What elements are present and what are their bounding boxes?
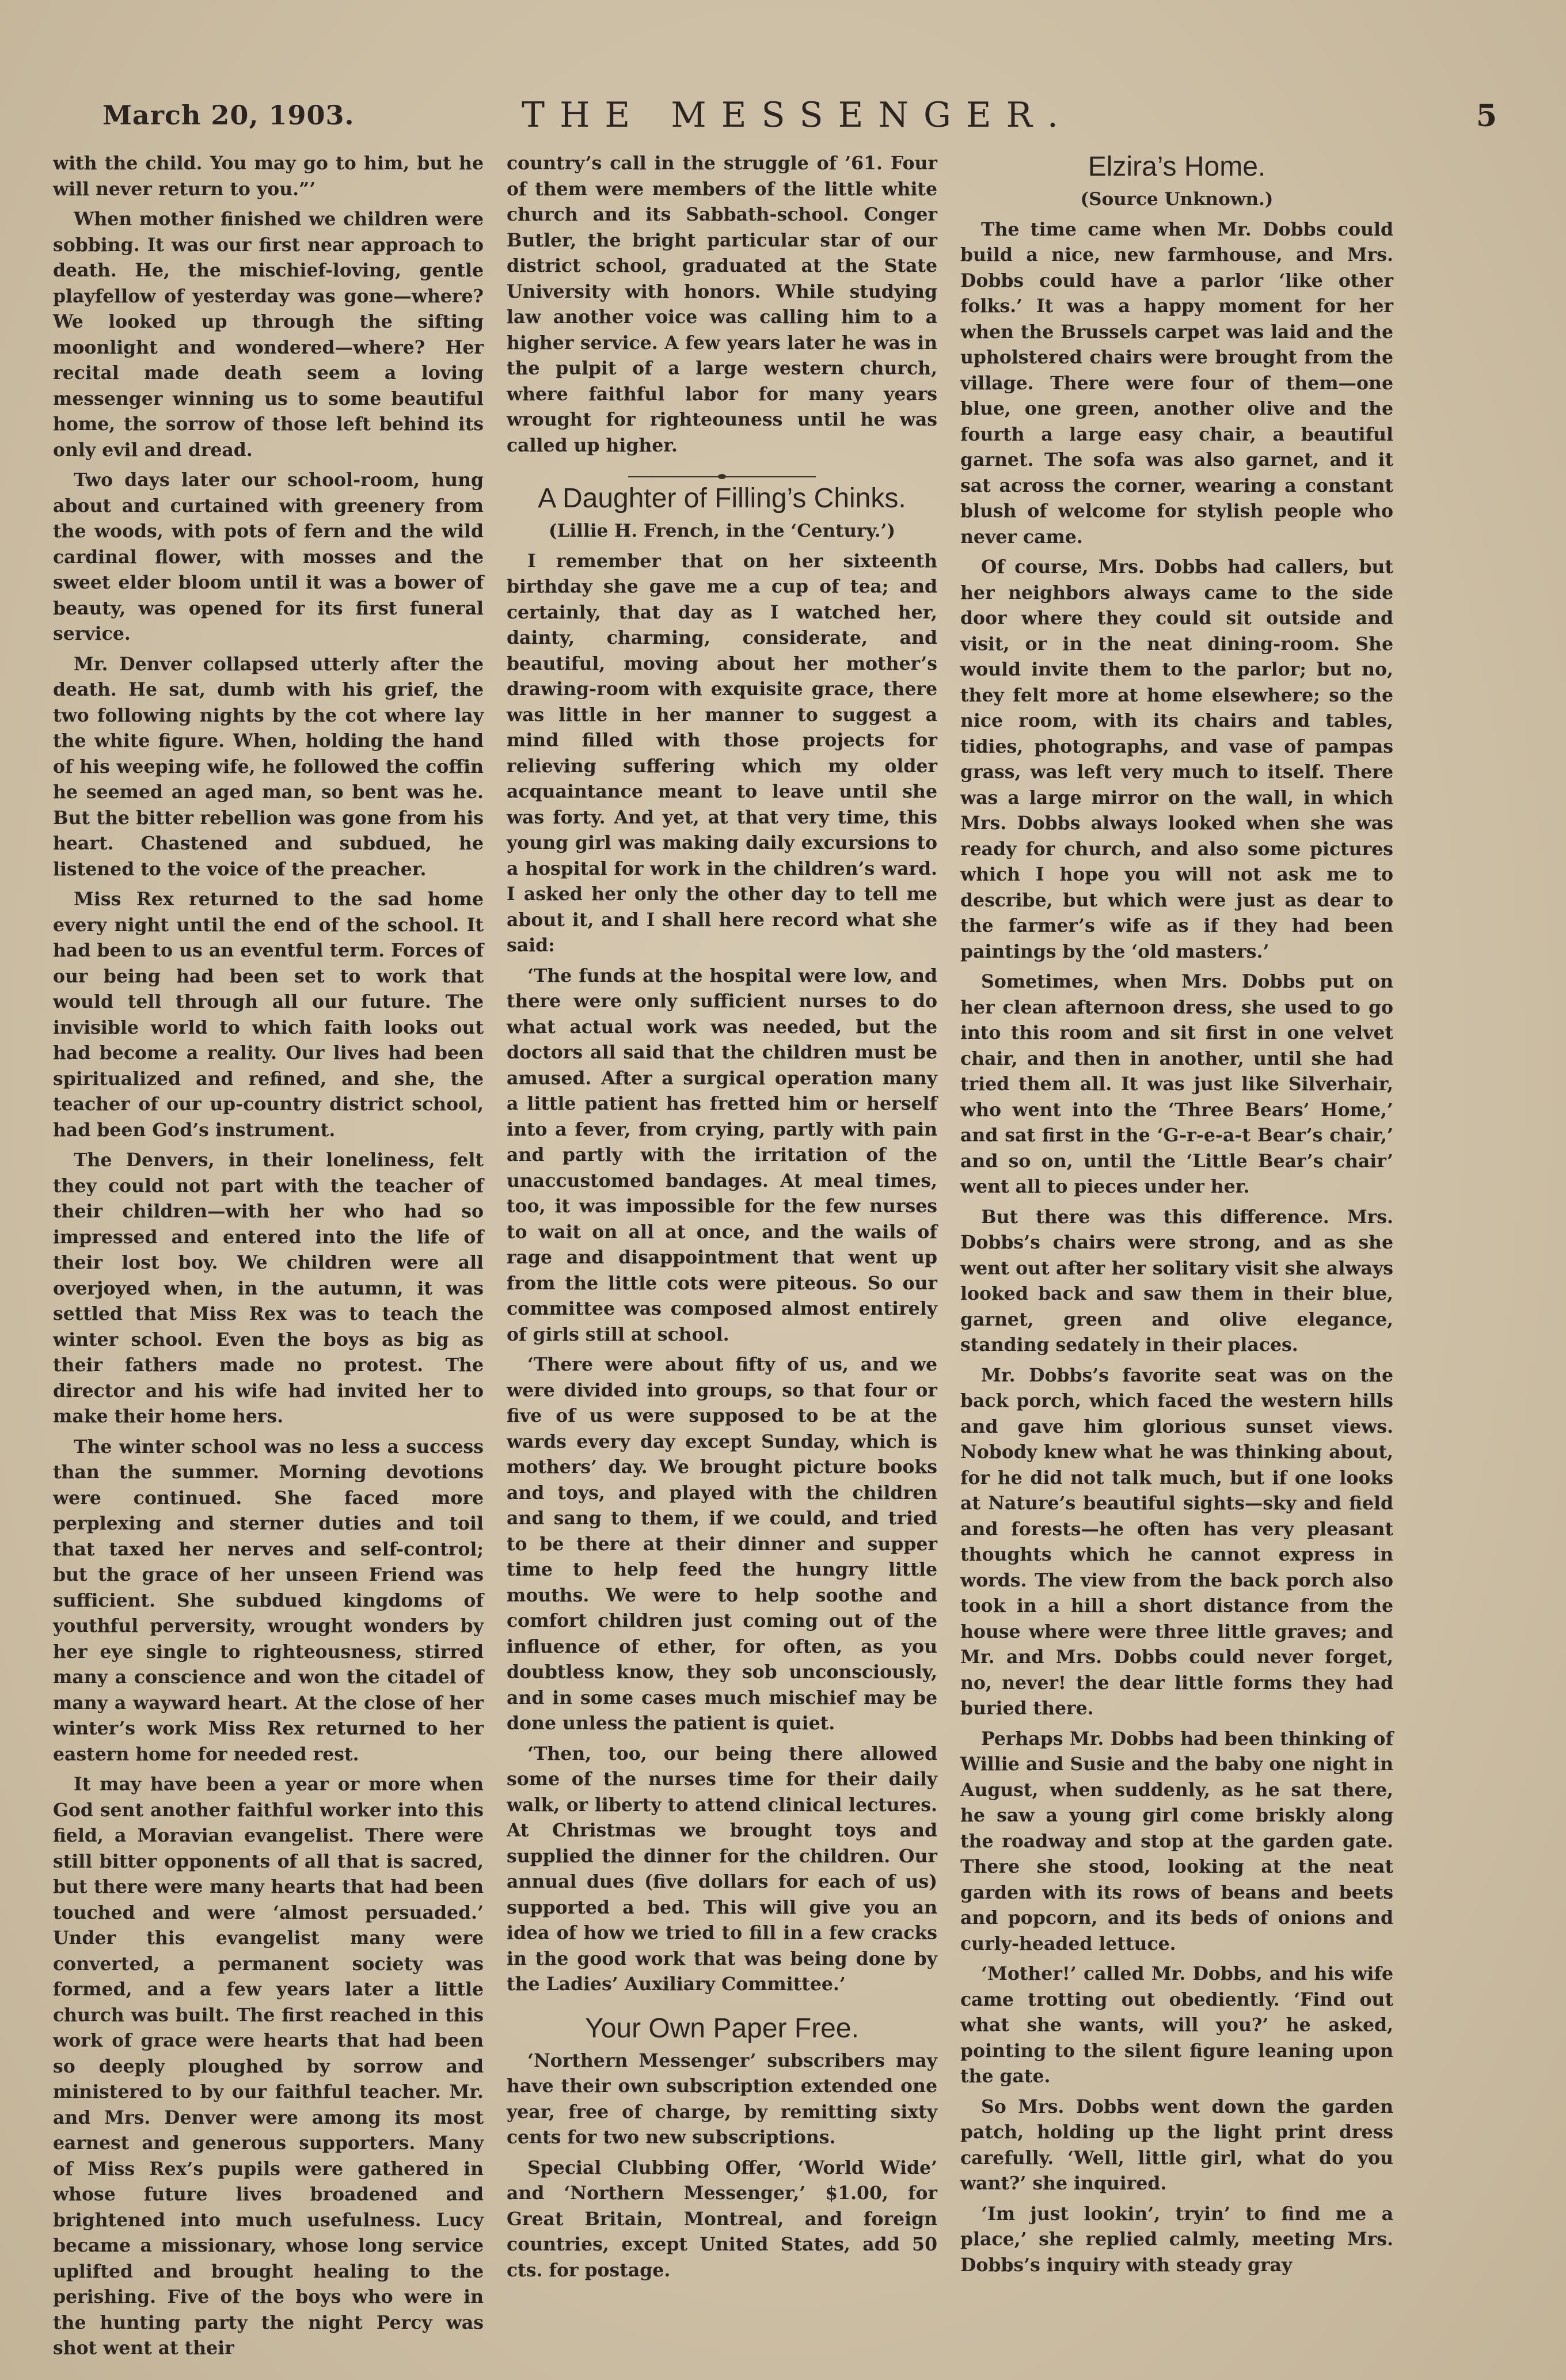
paragraph: When mother finished we children were sobbing. It was our first near approach to death. He, the mischief-loving, gentle playfellow of yesterday was gone—where? We looked up through the sifting moonlight and wondered—where? Her recital made death seem a loving messenger winning us to some beautiful home, the sorrow of those left behind its only evil and dread. (53, 208, 484, 461)
column-right (960, 151, 1393, 2283)
paragraph: Mr. Dobbs’s favorite seat was on the back porch, which faced the western hills and gave him glorious sunset views. Nobody knew what he was thinking about, for he did not talk much, but if one looks at Nature’s beautiful sights—sky and field and forests—he often has very pleasant thoughts which he cannot express in words. The view from the back porch also took in a hill a short distance from the house where were three little graves; and Mr. and Mrs. Dobbs could never forget, no, never! the dear little forms they had buried there. (960, 1364, 1393, 1719)
paragraph: The winter school was no less a success than the summer. Morning devotions were continued. She faced more perplexing and sterner duties and toil that taxed her nerves and self-control; but the grace of her unseen Friend was sufficient. She subdued kingdoms of youthful perversity, wrought wonders by her eye single to righteousness, stirred many a conscience and won the citadel of many a wayward heart. At the close of her winter’s work Miss Rex returned to her eastern home for needed rest. (53, 1436, 484, 1765)
paragraph: But there was this difference. Mrs. Dobbs’s chairs were strong, and as she went out after her solitary visit she always looked back and saw them in their blue, garnet, green and olive elegance, standing sedately in their places. (960, 1206, 1393, 1356)
paragraph: So Mrs. Dobbs went down the garden patch, holding up the light print dress carefully. ‘Well, little girl, what do you want?’ she inquired. (960, 2096, 1393, 2194)
newspaper-title: THE MESSENGER. (522, 95, 1073, 135)
paragraph: Sometimes, when Mrs. Dobbs put on her clean afternoon dress, she used to go into this room and sit first in one velvet chair, and then in another, until she had tried them all. It was just like Silverhair, who went into the ‘Three Bears’ Home,’ and sat first in the ‘G-r-e-a-t Bear’s chair,’ and so on, until the ‘Little Bear’s chair’ went all to pieces under her. (960, 971, 1393, 1197)
paragraph: ‘Northern Messenger’ subscribers may have their own subscription extended one year, free of charge, by remitting sixty cents for two new subscriptions. (507, 2049, 937, 2148)
section-divider (507, 463, 937, 475)
paragraph: Miss Rex returned to the sad home every night until the end of the school. It had been to us an eventful term. Forces of our being had been set to work that would tell through all our future. The invisible world to which faith looks out had become a reality. Our lives had been spiritualized and refined, and she, the teacher of our up-country district school, had been God’s instrument. (53, 889, 484, 1141)
paragraph: Mr. Denver collapsed utterly after the death. He sat, dumb with his grief, the two following nights by the cot where lay the white figure. When, holding the hand of his weeping wife, he followed the coffin he seemed an aged man, so bent was he. But the bitter rebellion was gone from his heart. Chastened and subdued, he listened to the voice of the preacher. (53, 653, 484, 880)
article-source: (Lillie H. French, in the ‘Century.’) (548, 521, 896, 541)
paragraph: I remember that on her sixteenth birthday she gave me a cup of tea; and certainly, that day as I watched her, dainty, charming, considerate, and beautiful, moving about her mother’s drawing-room with exquisite grace, there was little in her manner to suggest a mind filled with those projects for relieving suffering which my older acquaintance meant to leave until she was forty. And yet, at that very time, this young girl was making daily excursions to a hospital for work in the children’s ward. I asked her only the other day to tell me about it, and I shall here record what she said: (507, 550, 937, 956)
paragraph: ‘The funds at the hospital were low, and there were only sufficient nurses to do what actual work was needed, but the doctors all said that the children must be amused. After a surgical operation many a little patient has fretted him or herself into a fever, from crying, partly with pain and partly with the irritation of the unaccustomed bandages. At meal times, too, it was impossible for the few nurses to wait on all at once, and the wails of rage and disappointment that went up from the little cots were piteous. So our committee was composed almost entirely of girls still at school. (507, 965, 937, 1345)
page-number: 5 (1476, 98, 1497, 134)
paragraph: country’s call in the struggle of ’61. Four of them were members of the little white church and its Sabbath-school. Conger Butler, the bright particular star of our district school, graduated at the State University with honors. While studying law another voice was calling him to a higher service. A few years later he was in the pulpit of a large western church, where faithful labor for many years wrought for righteouness until he was called up higher. (507, 153, 937, 456)
paragraph: ‘There were about fifty of us, and we were divided into groups, so that four or five of us were supposed to be at the wards every day except Sunday, which is mothers’ day. We brought picture books and toys, and played with the children and sang to them, if we could, and tried to be there at their dinner and supper time to help feed the hungry little mouths. We were to help soothe and comfort children just coming out of the influence of ether, for often, as you doubtless know, they sob unconsciously, and in some cases much mischief may be done unless the patient is quiet. (507, 1354, 937, 1734)
article-title-elzira: Elzira’s Home. (1088, 151, 1266, 182)
paragraph: The Denvers, in their loneliness, felt they could not part with the teacher of their children—with her who had so impressed and entered into the life of their lost boy. We children were all overjoyed when, in the autumn, it was settled that Miss Rex was to teach the winter school. Even the boys as big as their fathers made no protest. The director and his wife had invited her to make their home hers. (53, 1149, 484, 1427)
paragraph: Perhaps Mr. Dobbs had been thinking of Willie and Susie and the baby one night in August, when suddenly, as he sat there, he saw a young girl come briskly along the roadway and stop at the garden gate. There she stood, looking at the neat garden with its rows of beans and beets and popcorn, and its beds of onions and curly-headed lettuce. (960, 1728, 1393, 1954)
article-source: (Source Unknown.) (1080, 189, 1274, 210)
paragraph: ‘Mother!’ called Mr. Dobbs, and his wife came trotting out obediently. ‘Find out what she wants, will you?’ he asked, pointing to the silent figure leaning upon the gate. (960, 1963, 1393, 2087)
paragraph: It may have been a year or more when God sent another faithful worker into this field, a Moravian evangelist. There were still bitter opponents of all that is sacred, but there were many hearts that had been touched and were ‘almost persuaded.’ Under this evangelist many were converted, a permanent society was formed, and a few years later a little church was built. The first reached in this work of grace were hearts that had been so deeply ploughed by sorrow and ministered to by our faithful teacher. Mr. and Mrs. Denver were among its most earnest and generous supporters. Many of Miss Rex’s pupils were gathered in whose future lives broadened and brightened into much usefulness. Lucy became a missionary, whose long service uplifted and brought healing to the perishing. Five of the boys who were in the hunting party the night Percy was shot went at their (53, 1774, 484, 2359)
column-middle (507, 151, 937, 2288)
masthead (98, 95, 1497, 141)
paragraph: Two days later our school-room, hung about and curtained with greenery from the woods, with pots of fern and the wild cardinal flower, with mosses and the sweet elder bloom until it was a bower of beauty, was opened for its first funeral service. (53, 469, 484, 644)
paragraph: Special Clubbing Offer, ‘World Wide’ and ‘Northern Messenger,’ $1.00, for Great Britain, Montreal, and foreign countries, except United States, add 50 cts. for postage. (507, 2157, 937, 2281)
paragraph: ‘Im just lookin’, tryin’ to find me a place,’ she replied calmly, meeting Mrs. Dobbs’s inquiry with steady gray (960, 2203, 1393, 2276)
column-left (53, 151, 484, 2366)
paragraph: The time came when Mr. Dobbs could build a nice, new farmhouse, and Mrs. Dobbs could have a parlor ‘like other folks.’ It was a happy moment for her when the Brussels carpet was laid and the upholstered chairs were brought from the village. There were four of them—one blue, one green, another olive and the fourth a large easy chair, a beautiful garnet. The sofa was also garnet, and it sat across the corner, wearing a constant blush of welcome for stylish people who never came. (960, 218, 1393, 548)
paragraph: with the child. You may go to him, but he will never return to you.”’ (53, 153, 484, 200)
paragraph: Of course, Mrs. Dobbs had callers, but her neighbors always came to the side door where they could sit outside and visit, or in the neat dining-room. She would invite them to the parlor; but no, they felt more at home elsewhere; so the nice room, with its chairs and tables, tidies, photographs, and vase of pampas grass, was left very much to itself. There was a large mirror on the wall, in which Mrs. Dobbs always looked when she was ready for church, and also some pictures which I hope you will not ask me to describe, but which were just as dear to the farmer’s wife as if they had been paintings by the ‘old masters.’ (960, 556, 1393, 962)
issue-date: March 20, 1903. (102, 100, 355, 131)
notice-title: Your Own Paper Free. (585, 2013, 859, 2044)
article-title-daughter: A Daughter of Filling’s Chinks. (538, 483, 906, 514)
paragraph: ‘Then, too, our being there allowed some of the nurses time for their daily walk, or liberty to attend clinical lectures. At Christmas we brought toys and supplied the dinner for the children. Our annual dues (five dollars for each of us) supported a bed. This will give you an idea of how we tried to fill in a few cracks in the good work that was being done by the Ladies’ Auxiliary Committee.’ (507, 1743, 937, 1995)
